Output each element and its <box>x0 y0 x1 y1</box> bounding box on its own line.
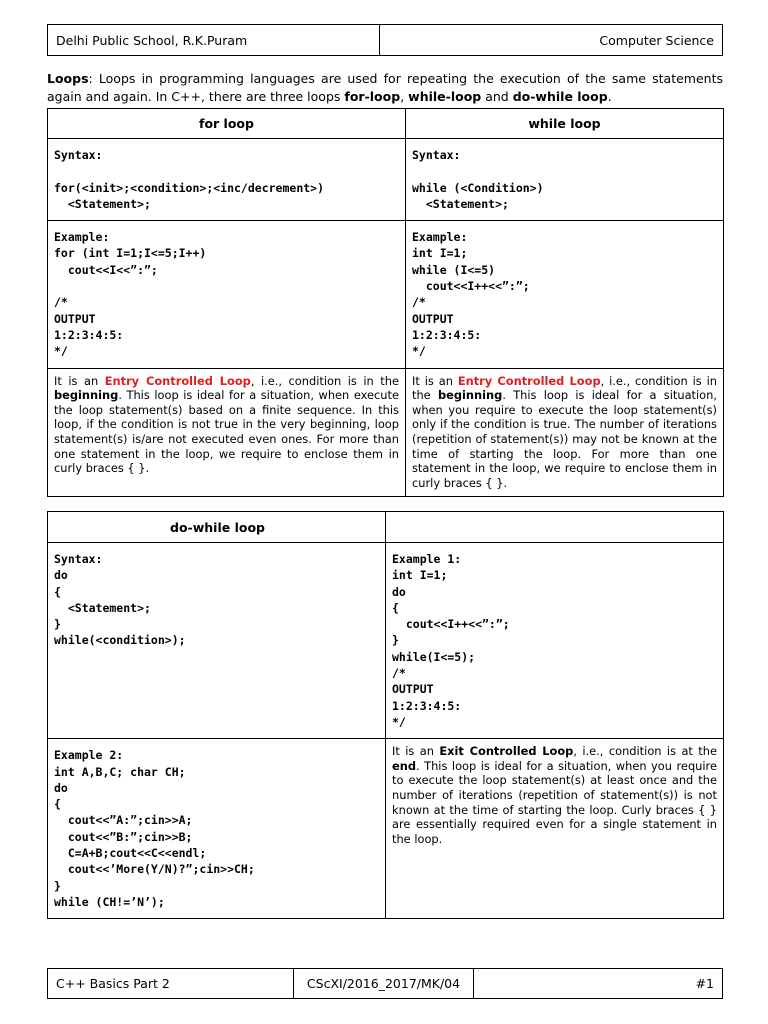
intro-loop-for: for-loop <box>344 89 401 104</box>
do-while-heading: do-while loop <box>48 512 386 543</box>
beginning-label: beginning <box>437 388 503 403</box>
desc-text: It is an <box>412 373 458 388</box>
footer-code: CScXI/2016_2017/MK/04 <box>294 969 474 998</box>
desc-text: . This loop is ideal for a situation, when you require to execute the loop statement(s) only if the condition is true. The number of iterations (repetition of statement(s)) may not be known at the time of starting the loop. For more than one statement in the loop, we require to enclose them in curly braces { }. <box>412 388 717 490</box>
desc-text: . This loop is ideal for a situation, when you require to execute the loop statement(s) at least once and the number of iterations (repetition of statement(s)) is not known at the time of starting the loop. Curly braces { } are essentially required even for a single statement in the loop. <box>392 758 717 846</box>
school-name: Delhi Public School, R.K.Puram <box>48 25 380 55</box>
footer-title: C++ Basics Part 2 <box>48 969 294 998</box>
page-footer <box>47 968 723 999</box>
intro-sep: , <box>400 89 409 104</box>
do-while-table <box>47 511 724 919</box>
beginning-label: beginning <box>54 388 119 403</box>
for-description <box>48 368 406 496</box>
for-syntax: Syntax: for(<init>;<condition>;<inc/decrement>) <Statement>; <box>48 139 406 221</box>
desc-text: It is an <box>392 744 440 759</box>
do-while-heading-empty <box>386 512 724 543</box>
intro-text: : Loops in programming languages are used for repeating the execution of the same statements again and again. In C++, there are three loops <box>47 71 723 104</box>
exit-controlled-label: Exit Controlled Loop <box>439 744 574 759</box>
do-while-example-2: Example 2: int A,B,C; char CH; do { cout<<”A:”;cin>>A; cout<<”B:”;cin>>B; C=A+B;cout<<C<<endl; cout<<’More(Y/N)?”;cin>>CH; } while (CH!=’N’); <box>48 739 386 919</box>
end-label: end <box>392 758 416 773</box>
do-while-syntax: Syntax: do { <Statement>; } while(<condition>); <box>48 543 386 739</box>
for-while-table <box>47 108 724 497</box>
entry-controlled-label: Entry Controlled Loop <box>104 373 251 388</box>
while-example: Example: int I=1; while (I<=5) cout<<I++<<”:”; /* OUTPUT 1:2:3:4:5: */ <box>406 221 724 368</box>
desc-text: , i.e., condition is in the <box>250 373 399 388</box>
do-while-description <box>386 739 724 919</box>
intro-loop-while: while-loop <box>408 89 482 104</box>
page-number: #1 <box>695 976 714 991</box>
while-description <box>406 368 724 496</box>
desc-text: . This loop is ideal for a situation, when execute the loop statement(s) based on a finite sequence. In this loop, if the condition is not true in the very beginning, loop statement(s) is/are not executed even ones. For more than one statement in the loop, we require to enclose them in curly braces { }. <box>54 388 399 476</box>
intro-loop-dowhile: do-while loop <box>512 89 608 104</box>
intro-end: . <box>607 89 612 104</box>
do-while-example-1: Example 1: int I=1; do { cout<<I++<<”:”; } while(I<=5); /* OUTPUT 1:2:3:4:5: */ <box>386 543 724 739</box>
subject-name: Computer Science <box>599 32 714 48</box>
entry-controlled-label: Entry Controlled Loop <box>457 373 601 388</box>
desc-text: It is an <box>54 373 105 388</box>
intro-term: Loops <box>47 71 89 86</box>
page-header <box>47 24 723 56</box>
while-syntax: Syntax: while (<Condition>) <Statement>; <box>406 139 724 221</box>
desc-text: , i.e., condition is at the <box>573 744 717 759</box>
desc-text: , i.e., condition is in the <box>412 373 717 403</box>
intro-paragraph <box>47 70 723 106</box>
intro-sep: and <box>481 89 513 104</box>
for-example: Example: for (int I=1;I<=5;I++) cout<<I<<”:”; /* OUTPUT 1:2:3:4:5: */ <box>48 221 406 368</box>
while-loop-heading: while loop <box>406 109 724 139</box>
for-loop-heading: for loop <box>48 109 406 139</box>
